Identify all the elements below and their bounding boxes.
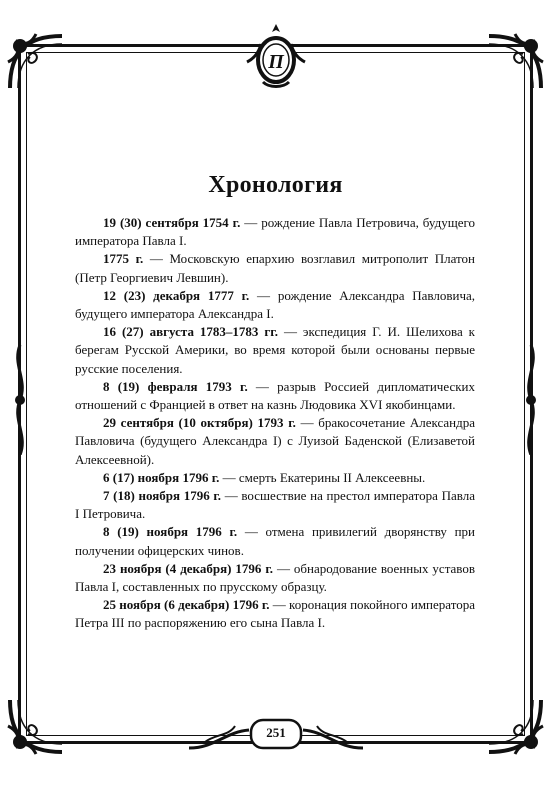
entry-text: — обнародование военных уставов Павла I, составленных по прусскому образцу. <box>75 560 475 595</box>
entry-text: — экспедиция Г. И. Шелихова к берегам Русской Америки, во время которой были основаны первые русские поселения. <box>75 324 476 376</box>
chronology-entry <box>75 469 475 487</box>
entry-text: — восшествие на престол императора Павла I Петровича. <box>75 488 475 522</box>
entry-date: 6 (17) ноября 1796 г. <box>103 469 220 485</box>
entry-text: — бракосочетание Александра Павловича (будущего Александра I) с Луизой Баденской (Елизаветой Алексеевной). <box>75 415 475 467</box>
corner-ornament-icon <box>6 696 66 756</box>
entry-date: 19 (30) сентября 1754 г. <box>103 215 241 230</box>
entry-text: — рождение Павла Петровича, будущего императора Павла I. <box>75 215 476 249</box>
chronology-list <box>75 214 475 633</box>
corner-ornament-icon <box>485 32 545 92</box>
entry-text: — смерть Екатерины II Алексеевны. <box>219 469 426 485</box>
chronology-entry <box>75 378 475 414</box>
chronology-entry <box>75 250 475 286</box>
chronology-entry <box>75 323 475 378</box>
entry-date: 29 сентября (10 октября) 1793 г. <box>103 415 296 431</box>
entry-text: — коронация покойного императора Петра III по распоряжению его сына Павла I. <box>75 597 475 631</box>
chronology-entry <box>75 287 475 323</box>
side-ornament-icon <box>10 345 30 455</box>
entry-date: 7 (18) ноября 1796 г. <box>103 488 222 504</box>
corner-ornament-icon <box>485 696 545 756</box>
entry-date: 8 (19) ноября 1796 г. <box>103 524 238 540</box>
chronology-entry <box>75 560 475 596</box>
entry-date: 23 ноября (4 декабря) 1796 г. <box>103 560 274 576</box>
chronology-entry <box>75 596 475 632</box>
page-title: Хронология <box>208 172 343 198</box>
page-number: 251 <box>266 725 286 740</box>
chronology-entry <box>75 414 475 469</box>
entry-date: 25 ноября (6 декабря) 1796 г. <box>103 597 270 613</box>
entry-date: 8 (19) февраля 1793 г. <box>103 378 248 394</box>
chronology-entry <box>75 214 475 250</box>
entry-text: — рождение Александра Павловича, будущего императора Александра I. <box>75 287 476 322</box>
monogram-emblem-icon <box>245 22 307 94</box>
entry-text: — разрыв Россией дипломатических отношений с Францией в ответ на казнь Людовика XVI якобинцами. <box>75 378 475 413</box>
entry-date: 16 (27) августа 1783–1783 гг. <box>103 324 278 340</box>
entry-date: 1775 г. <box>103 251 144 267</box>
emblem-monogram: П <box>268 51 284 73</box>
chronology-entry <box>75 523 475 559</box>
entry-text: — отмена привилегий дворянству при получении офицерских чинов. <box>75 524 476 558</box>
side-ornament-icon <box>521 345 541 455</box>
entry-text: — Московскую епархию возглавил митрополит Платон (Петр Георгиевич Левшин). <box>75 251 476 285</box>
entry-date: 12 (23) декабря 1777 г. <box>103 287 250 303</box>
chronology-entry <box>75 487 475 523</box>
corner-ornament-icon <box>6 32 66 92</box>
